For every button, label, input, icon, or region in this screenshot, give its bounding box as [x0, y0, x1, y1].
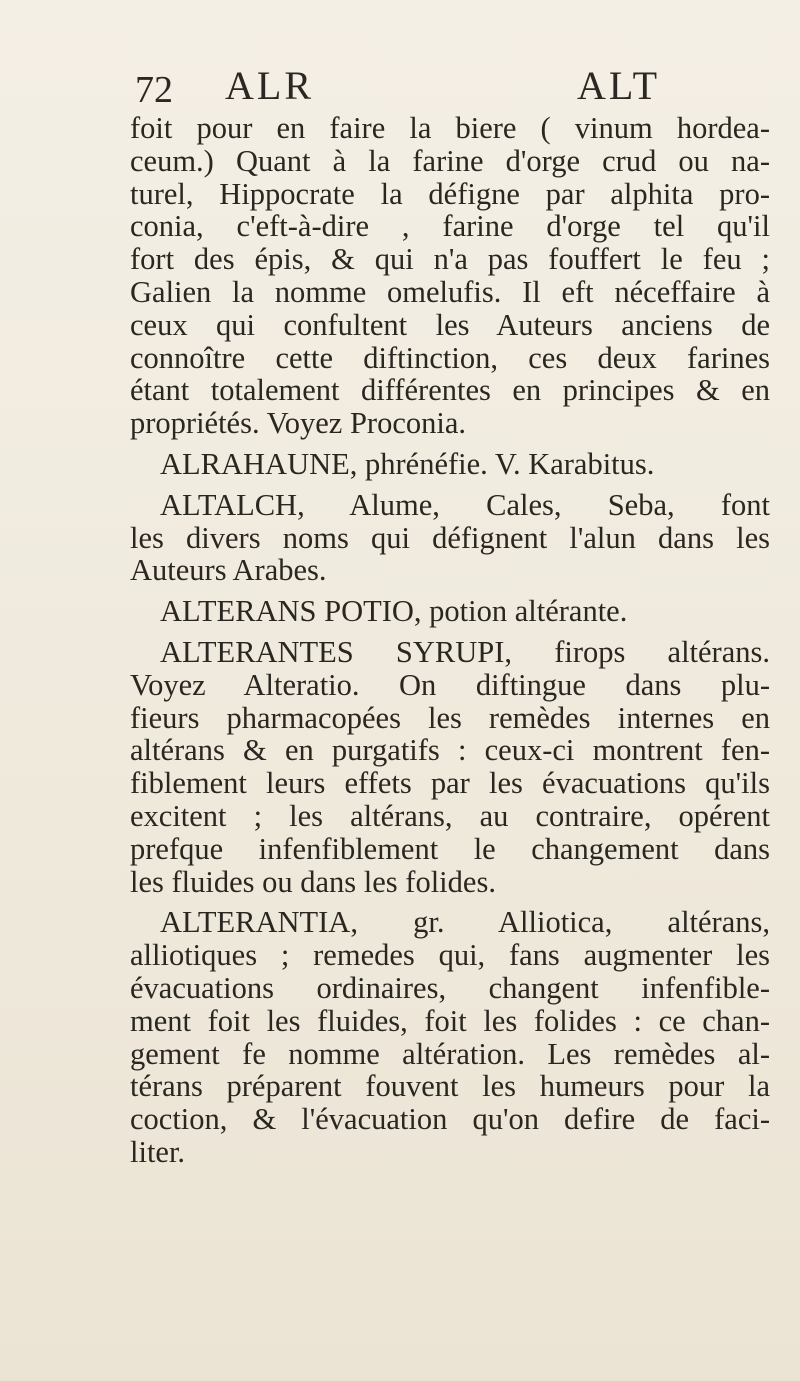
text-line: ceum.) Quant à la farine d'orge crud ou na- [130, 143, 770, 178]
text-line: fieurs pharmacopées les remèdes internes en [130, 700, 770, 735]
text-line: ceux qui confultent les Auteurs anciens de [130, 307, 770, 342]
entry-headword-line: ALTERANTIA, gr. Alliotica, altérans, [160, 905, 770, 940]
text-line: altérans & en purgatifs : ceux-ci montrent fen- [130, 733, 770, 768]
text-line: excitent ; les altérans, au contraire, opérent [130, 798, 770, 833]
text-line: térans préparent fouvent les humeurs pour la [130, 1069, 770, 1104]
text-line: prefque infenfiblement le changement dans [130, 831, 770, 866]
text-line: fort des épis, & qui n'a pas fouffert le feu ; [130, 242, 770, 277]
text-line: alliotiques ; remedes qui, fans augmenter les [130, 938, 770, 973]
text-line: Voyez Alteratio. On diftingue dans plu- [130, 667, 770, 702]
text-line: ment foit les fluides, foit les folides : ce chan- [130, 1003, 770, 1038]
text-line: évacuations ordinaires, changent infenfible- [130, 970, 770, 1005]
text-line: les fluides ou dans les folides. [130, 864, 496, 899]
text-line: coction, & l'évacuation qu'on defire de faci- [130, 1102, 770, 1137]
text-line: connoître cette diftinction, ces deux farines [130, 340, 770, 375]
running-header [135, 62, 695, 112]
text-line: fiblement leurs effets par les évacuations qu'ils [130, 766, 770, 801]
text-line: Auteurs Arabes. [130, 553, 327, 588]
page-number: 72 [135, 69, 173, 111]
header-right-word: ALT [577, 63, 661, 108]
entry-headword-line: ALTALCH, Alume, Cales, Seba, font [160, 487, 770, 522]
entry-headword-line: ALTERANS POTIO, potion altérante. [160, 594, 628, 629]
entry-headword-line: ALTERANTES SYRUPI, firops altérans. [160, 634, 770, 669]
text-line: turel, Hippocrate la défigne par alphita pro- [130, 176, 770, 211]
text-line: Galien la nomme omelufis. Il eft néceffaire à [130, 274, 770, 309]
header-left-word: ALR [225, 63, 314, 108]
text-line: conia, c'eft-à-dire , farine d'orge tel qu'il [130, 209, 770, 244]
text-line: liter. [130, 1134, 186, 1169]
text-line: gement fe nomme altération. Les remèdes al- [130, 1036, 770, 1071]
text-line: foit pour en faire la biere ( vinum hordea- [130, 111, 770, 145]
body-text [130, 112, 770, 1169]
text-line: étant totalement différentes en principes & en [130, 373, 770, 408]
text-line: propriétés. Voyez Proconia. [130, 406, 466, 441]
text-line: les divers noms qui défignent l'alun dans les [130, 520, 770, 555]
entry-headword-line: ALRAHAUNE, phrénéfie. V. Karabitus. [160, 446, 655, 481]
